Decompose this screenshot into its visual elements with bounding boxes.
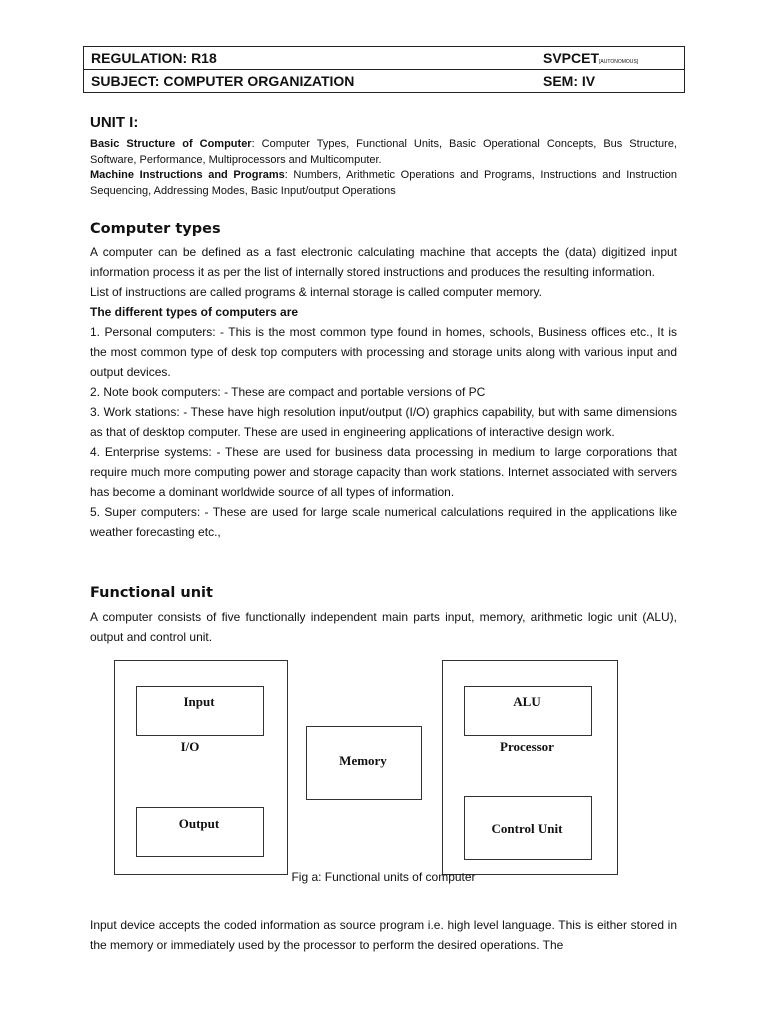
control-unit-label: Control Unit bbox=[491, 821, 563, 836]
list-item: 4. Enterprise systems: - These are used for business data processing in medium to large corporations that require much more computing power and storage capacity than work stations. Internet associated with servers has become a dominant worldwide source of all types of information. bbox=[90, 445, 677, 499]
topic1-text: : Computer Types, Functional Units, Basic Operational Concepts, Bus Structure, Software, Performance, Multiprocessors and Multicomputer. bbox=[90, 138, 677, 166]
unit-title: UNIT I: bbox=[90, 114, 139, 131]
college-label bbox=[543, 50, 684, 66]
memory-label: Memory bbox=[339, 753, 387, 768]
section-heading-functional-unit: Functional unit bbox=[90, 585, 213, 601]
regulation-label: REGULATION: R18 bbox=[91, 50, 217, 66]
unit-topic-2 bbox=[90, 168, 677, 199]
unit-topic-1 bbox=[90, 137, 677, 168]
computer-types-body bbox=[90, 242, 677, 542]
header-row-2 bbox=[84, 69, 684, 92]
paragraph: A computer consists of five functionally independent main parts input, memory, arithmetic logic unit (ALU), output and control unit. bbox=[90, 610, 677, 644]
input-label: Input bbox=[183, 694, 215, 709]
output-box bbox=[136, 807, 264, 857]
college-name: SVPCET bbox=[543, 50, 600, 66]
processor-label: Processor bbox=[500, 739, 554, 754]
header-table bbox=[83, 46, 685, 93]
subject-label: SUBJECT: COMPUTER ORGANIZATION bbox=[91, 73, 355, 89]
paragraph-bold: The different types of computers are bbox=[90, 305, 299, 319]
topic2-text: : Numbers, Arithmetic Operations and Programs, Instructions and Instruction Sequencing, Addressing Modes, Basic Input/output Operations bbox=[90, 169, 678, 197]
college-note: [AUTONOMOUS] bbox=[599, 59, 639, 65]
paragraph: List of instructions are called programs & internal storage is called computer memory. bbox=[90, 285, 542, 299]
topic2-label: Machine Instructions and Programs bbox=[90, 169, 285, 181]
paragraph: Input device accepts the coded information as source program i.e. high level language. This is either stored in the memory or immediately used by the processor to perform the desired operations. The bbox=[90, 918, 677, 952]
topic1-label: Basic Structure of Computer bbox=[90, 138, 252, 150]
functional-unit-body bbox=[90, 607, 677, 647]
output-label: Output bbox=[178, 816, 220, 831]
section-heading-computer-types: Computer types bbox=[90, 221, 221, 237]
list-item: 1. Personal computers: - This is the most common type found in homes, schools, Business offices etc., It is the most common type of desk top computers with processing and storage units along with various input and output devices. bbox=[90, 325, 677, 379]
alu-label: ALU bbox=[513, 694, 541, 709]
closing-body bbox=[90, 915, 677, 955]
header-row-1 bbox=[84, 47, 684, 69]
io-label: I/O bbox=[180, 739, 200, 754]
sem-label: SEM: IV bbox=[543, 73, 596, 89]
list-item: 5. Super computers: - These are used for large scale numerical calculations required in the applications like weather forecasting etc., bbox=[90, 505, 677, 539]
list-item: 2. Note book computers: - These are compact and portable versions of PC bbox=[90, 385, 486, 399]
figure-caption: Fig a: Functional units of computer bbox=[291, 870, 476, 884]
paragraph: A computer can be defined as a fast electronic calculating machine that accepts the (data) digitized input information process it as per the list of internally stored instructions and produces the resulting information. bbox=[90, 245, 677, 279]
list-item: 3. Work stations: - These have high resolution input/output (I/O) graphics capability, but with same dimensions as that of desktop computer. These are used in engineering applications of interactive design work. bbox=[90, 405, 677, 439]
